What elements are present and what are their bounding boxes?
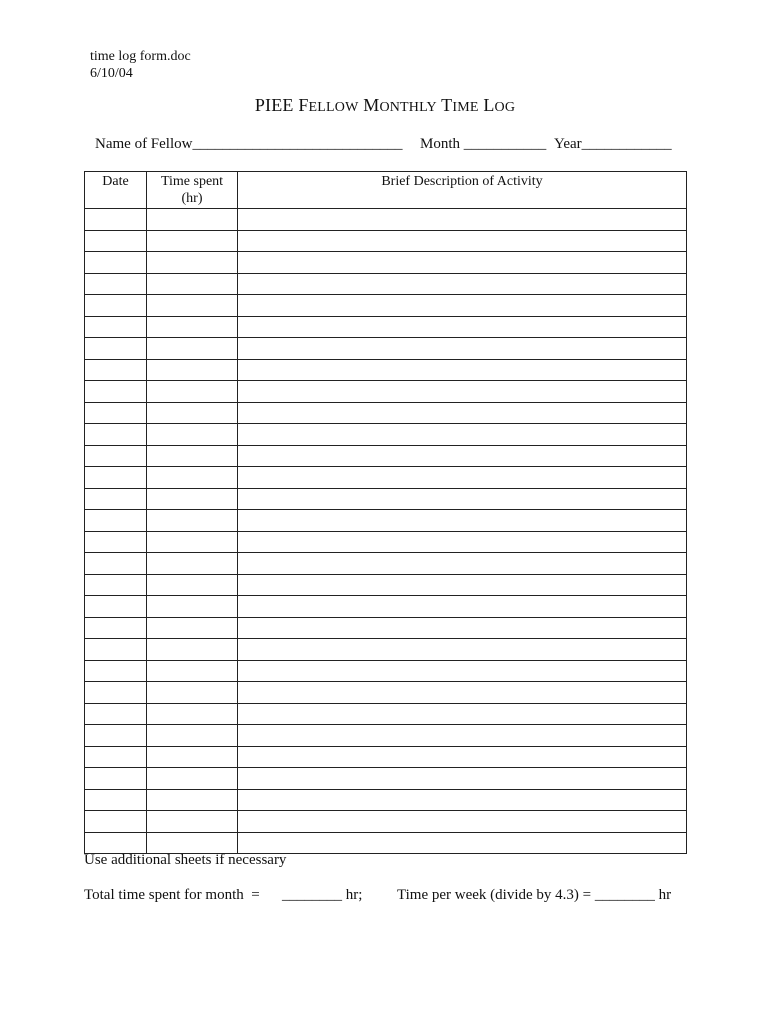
date-cell[interactable] <box>85 574 147 596</box>
time-spent-cell[interactable] <box>147 467 238 489</box>
time-spent-cell[interactable] <box>147 402 238 424</box>
description-cell[interactable] <box>238 273 687 295</box>
time-spent-cell[interactable] <box>147 359 238 381</box>
description-cell[interactable] <box>238 725 687 747</box>
table-row <box>85 338 687 360</box>
time-spent-cell[interactable] <box>147 273 238 295</box>
date-cell[interactable] <box>85 510 147 532</box>
table-row <box>85 359 687 381</box>
date-cell[interactable] <box>85 381 147 403</box>
table-row <box>85 832 687 854</box>
description-cell[interactable] <box>238 596 687 618</box>
table-row <box>85 424 687 446</box>
title-part: M <box>358 95 380 115</box>
title-part: IME <box>452 100 479 115</box>
time-spent-column-header <box>147 172 238 209</box>
time-spent-cell[interactable] <box>147 789 238 811</box>
time-spent-cell[interactable] <box>147 209 238 231</box>
time-log-table <box>84 171 687 854</box>
date-cell[interactable] <box>85 789 147 811</box>
time-spent-cell[interactable] <box>147 725 238 747</box>
date-cell[interactable] <box>85 316 147 338</box>
date-cell[interactable] <box>85 703 147 725</box>
date-cell[interactable] <box>85 209 147 231</box>
date-cell[interactable] <box>85 660 147 682</box>
year-field[interactable]: Year____________ <box>554 136 672 152</box>
table-body <box>85 209 687 854</box>
table-row <box>85 445 687 467</box>
description-cell[interactable] <box>238 402 687 424</box>
description-cell[interactable] <box>238 832 687 854</box>
time-spent-cell[interactable] <box>147 660 238 682</box>
table-row <box>85 703 687 725</box>
date-cell[interactable] <box>85 402 147 424</box>
table-row <box>85 682 687 704</box>
time-spent-cell[interactable] <box>147 316 238 338</box>
time-spent-cell[interactable] <box>147 617 238 639</box>
description-cell[interactable] <box>238 295 687 317</box>
table-row <box>85 273 687 295</box>
time-per-week-field[interactable]: Time per week (divide by 4.3) = ________ hr <box>397 887 672 903</box>
title-part: L <box>478 95 495 115</box>
table-row <box>85 531 687 553</box>
date-column-header <box>85 172 147 209</box>
table-row <box>85 467 687 489</box>
description-cell[interactable] <box>238 230 687 252</box>
description-cell[interactable] <box>238 746 687 768</box>
time-spent-header-text: Time spent <box>160 174 224 189</box>
date-cell[interactable] <box>85 424 147 446</box>
table-row <box>85 553 687 575</box>
time-spent-cell[interactable] <box>147 510 238 532</box>
table-row <box>85 510 687 532</box>
description-cell[interactable] <box>238 467 687 489</box>
date-cell[interactable] <box>85 531 147 553</box>
table-row <box>85 574 687 596</box>
time-spent-cell[interactable] <box>147 338 238 360</box>
description-cell[interactable] <box>238 510 687 532</box>
table-row <box>85 617 687 639</box>
time-spent-cell[interactable] <box>147 230 238 252</box>
description-cell[interactable] <box>238 424 687 446</box>
total-time-label: Total time spent for month = <box>84 887 260 903</box>
table-row <box>85 639 687 661</box>
date-cell[interactable] <box>85 488 147 510</box>
time-spent-cell[interactable] <box>147 811 238 833</box>
date-cell[interactable] <box>85 725 147 747</box>
table-row <box>85 295 687 317</box>
time-spent-cell[interactable] <box>147 703 238 725</box>
date-cell[interactable] <box>85 553 147 575</box>
date-cell[interactable] <box>85 617 147 639</box>
date-cell[interactable] <box>85 295 147 317</box>
description-cell[interactable] <box>238 703 687 725</box>
title-part: PIEE F <box>254 95 309 115</box>
time-spent-cell[interactable] <box>147 574 238 596</box>
time-spent-cell[interactable] <box>147 553 238 575</box>
time-spent-unit-text: (hr) <box>181 191 203 206</box>
description-cell[interactable] <box>238 359 687 381</box>
date-cell[interactable] <box>85 252 147 274</box>
time-spent-cell[interactable] <box>147 596 238 618</box>
month-field[interactable]: Month ___________ <box>420 136 547 152</box>
table-row <box>85 725 687 747</box>
time-spent-cell[interactable] <box>147 682 238 704</box>
date-cell[interactable] <box>85 811 147 833</box>
description-cell[interactable] <box>238 445 687 467</box>
date-cell[interactable] <box>85 682 147 704</box>
title-part: ONTHLY <box>379 100 437 115</box>
description-cell[interactable] <box>238 639 687 661</box>
description-header-text: Brief Description of Activity <box>381 174 543 189</box>
time-spent-cell[interactable] <box>147 381 238 403</box>
description-cell[interactable] <box>238 338 687 360</box>
date-cell[interactable] <box>85 639 147 661</box>
table-row <box>85 789 687 811</box>
table-row <box>85 488 687 510</box>
date-cell[interactable] <box>85 746 147 768</box>
time-spent-cell[interactable] <box>147 768 238 790</box>
time-spent-cell[interactable] <box>147 531 238 553</box>
description-cell[interactable] <box>238 531 687 553</box>
time-spent-cell[interactable] <box>147 424 238 446</box>
description-cell[interactable] <box>238 381 687 403</box>
time-spent-cell[interactable] <box>147 445 238 467</box>
table-row <box>85 768 687 790</box>
additional-sheets-note: Use additional sheets if necessary <box>84 852 287 868</box>
date-header-text: Date <box>102 174 129 189</box>
title-part: ELLOW <box>308 100 359 115</box>
description-cell[interactable] <box>238 553 687 575</box>
date-cell[interactable] <box>85 445 147 467</box>
total-time-field[interactable]: ________ hr; <box>282 887 363 903</box>
table-row <box>85 746 687 768</box>
title-part: OG <box>494 100 516 115</box>
time-spent-cell[interactable] <box>147 488 238 510</box>
description-cell[interactable] <box>238 209 687 231</box>
description-cell[interactable] <box>238 789 687 811</box>
table-row <box>85 316 687 338</box>
description-cell[interactable] <box>238 811 687 833</box>
time-spent-cell[interactable] <box>147 639 238 661</box>
time-spent-cell[interactable] <box>147 832 238 854</box>
table-header-row <box>85 172 687 209</box>
date-cell[interactable] <box>85 338 147 360</box>
date-cell[interactable] <box>85 832 147 854</box>
description-cell[interactable] <box>238 252 687 274</box>
table-row <box>85 381 687 403</box>
description-cell[interactable] <box>238 682 687 704</box>
title-part: T <box>436 95 453 115</box>
table-row <box>85 811 687 833</box>
fellow-name-field[interactable]: Name of Fellow____________________________ <box>95 136 403 152</box>
date-cell[interactable] <box>85 273 147 295</box>
date-cell[interactable] <box>85 467 147 489</box>
description-cell[interactable] <box>238 574 687 596</box>
date-cell[interactable] <box>85 768 147 790</box>
time-spent-cell[interactable] <box>147 252 238 274</box>
date-cell[interactable] <box>85 596 147 618</box>
file-name-text: time log form.doc <box>90 49 191 64</box>
description-cell[interactable] <box>238 488 687 510</box>
table-row <box>85 209 687 231</box>
description-cell[interactable] <box>238 617 687 639</box>
description-cell[interactable] <box>238 316 687 338</box>
table-row <box>85 230 687 252</box>
description-column-header <box>238 172 687 209</box>
table-row <box>85 252 687 274</box>
description-cell[interactable] <box>238 660 687 682</box>
date-cell[interactable] <box>85 359 147 381</box>
form-title <box>0 95 770 116</box>
file-date-text: 6/10/04 <box>90 66 133 81</box>
table-row <box>85 596 687 618</box>
table-row <box>85 660 687 682</box>
table-row <box>85 402 687 424</box>
description-cell[interactable] <box>238 768 687 790</box>
time-spent-cell[interactable] <box>147 746 238 768</box>
date-cell[interactable] <box>85 230 147 252</box>
time-spent-cell[interactable] <box>147 295 238 317</box>
